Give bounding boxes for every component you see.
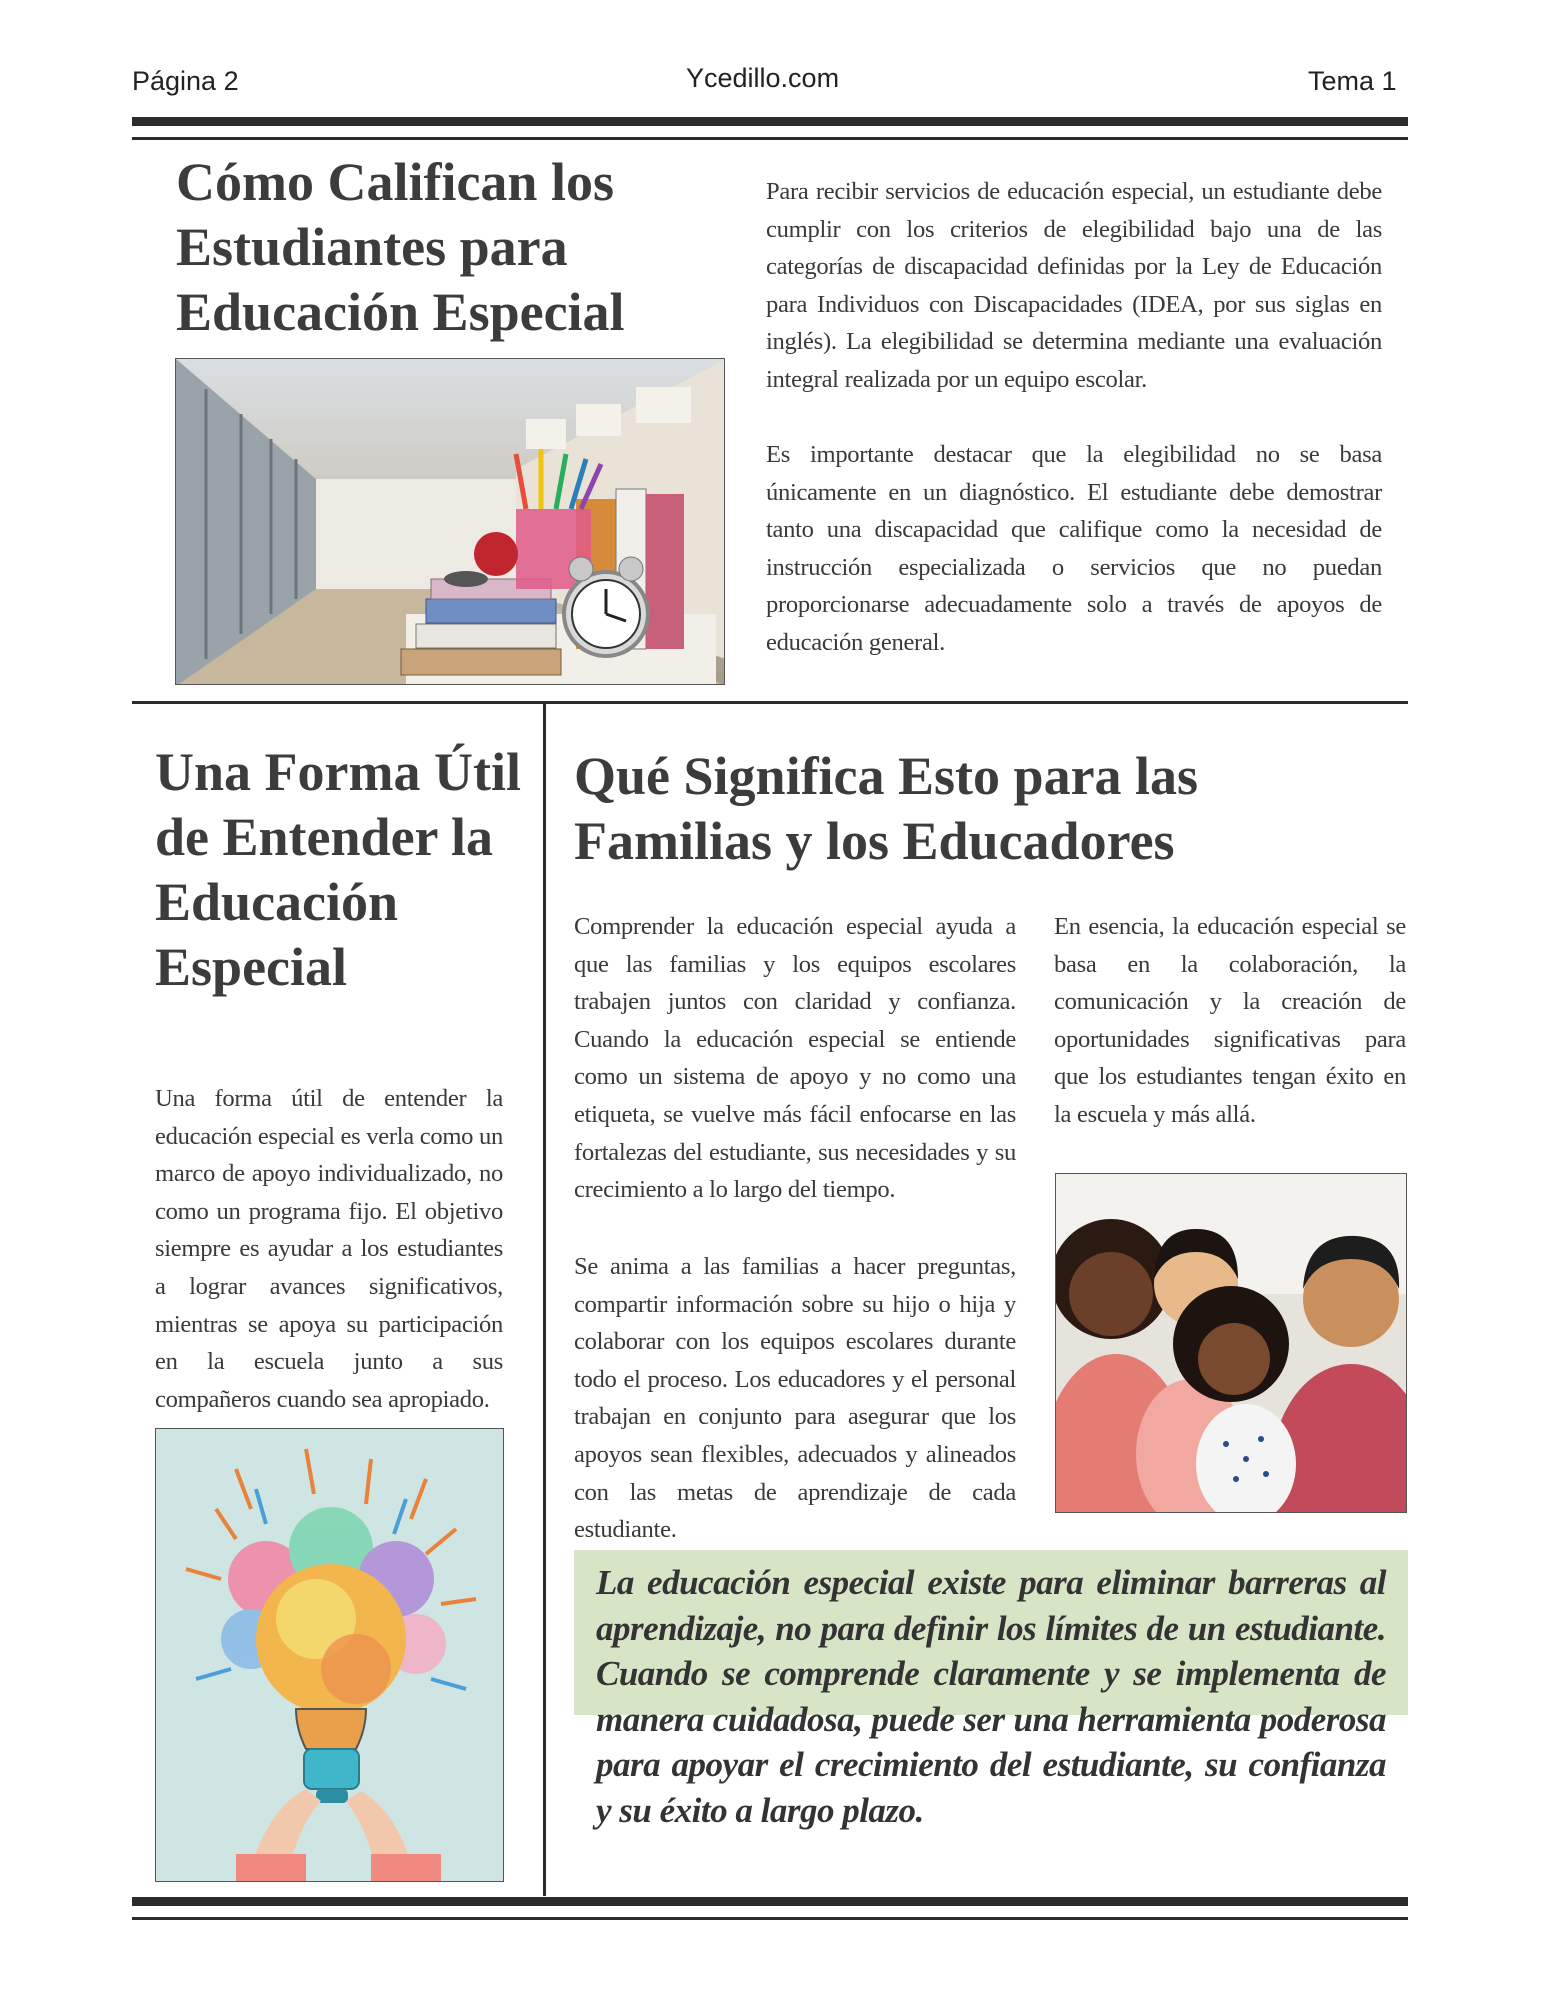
colorful-lightbulb-drawing-image <box>156 1429 504 1882</box>
article3-paragraph-2: Se anima a las familias a hacer preguntas, compartir información sobre su hijo o hija y colaborar con los equipos escolares durante todo el proceso. Los educadores y el personal trabajan en conjunto para asegurar que los apoyos sean flexibles, adecuados y alineados con las metas de aprendizaje de cada estudiante. <box>574 1253 1016 1544</box>
article1-paragraph-1: Para recibir servicios de educación especial, un estudiante debe cumplir con los criterios de elegibilidad bajo una de las categorías de discapacidad definidas por la Ley de Educación para Individuos con Discapacidades (IDEA, por sus siglas en inglés). La elegibilidad se determina mediante una evaluación integral realizada por un equipo escolar. <box>766 178 1382 393</box>
section-divider <box>132 701 1408 704</box>
footer-rule-thin <box>132 1917 1408 1920</box>
site-name: Ycedillo.com <box>686 63 840 93</box>
article2-paragraph: Una forma útil de entender la educación especial es verla como un marco de apoyo individualizado, no como un programa fijo. El objetivo siempre es ayudar a los estudiantes a lograr avances significativos, mientras se apoya su participación en la escuela junto a sus compañeros cuando sea apropiado. <box>155 1085 503 1413</box>
school-hallway-books-clock-image <box>176 359 725 685</box>
article3-image <box>1055 1173 1407 1513</box>
page-number: Página 2 <box>132 66 239 96</box>
article3-paragraph-1: Comprender la educación especial ayuda a que las familias y los equipos escolares trabajen juntos con claridad y confianza. Cuando la educación especial se entiende como un sistema de apoyo y no como una etiqueta, se vuelve más fácil enfocarse en las fortalezas del estudiante, sus necesidades y su crecimiento a lo largo del tiempo. <box>574 913 1016 1204</box>
smiling-family-photo-image <box>1056 1174 1407 1513</box>
article1-title: Cómo Califican los Estudiantes para Educación Especial <box>176 152 625 342</box>
pull-quote-text: La educación especial existe para eliminar barreras al aprendizaje, no para definir los límites de un estudiante. Cuando se comprende claramente y se implementa de manera cuidadosa, puede ser una herramienta poderosa para apoyar el crecimiento del estudiante, su confianza y su éxito a largo plazo. <box>596 1563 1386 1830</box>
article1-paragraph-2: Es importante destacar que la elegibilidad no se basa únicamente en un diagnóstico. El estudiante debe demostrar tanto una discapacidad que califique como la necesidad de instrucción especializada o servicios que no puedan proporcionarse adecuadamente solo a través de apoyos de educación general. <box>766 441 1382 656</box>
article1-image <box>175 358 725 685</box>
article2-title: Una Forma Útil de Entender la Educación Especial <box>155 742 521 997</box>
article3-title: Qué Significa Esto para las Familias y los Educadores <box>574 746 1199 871</box>
article3-paragraph-3: En esencia, la educación especial se basa en la colaboración, la comunicación y la creación de oportunidades significativas para que los estudiantes tengan éxito en la escuela y más allá. <box>1054 913 1406 1128</box>
header-rule-thick <box>132 117 1408 126</box>
footer-rule-thick <box>132 1897 1408 1906</box>
column-divider <box>543 701 546 1896</box>
header-rule-thin <box>132 137 1408 140</box>
article2-image <box>155 1428 504 1882</box>
pull-quote <box>574 1550 1408 1830</box>
issue-label: Tema 1 <box>1308 66 1397 96</box>
